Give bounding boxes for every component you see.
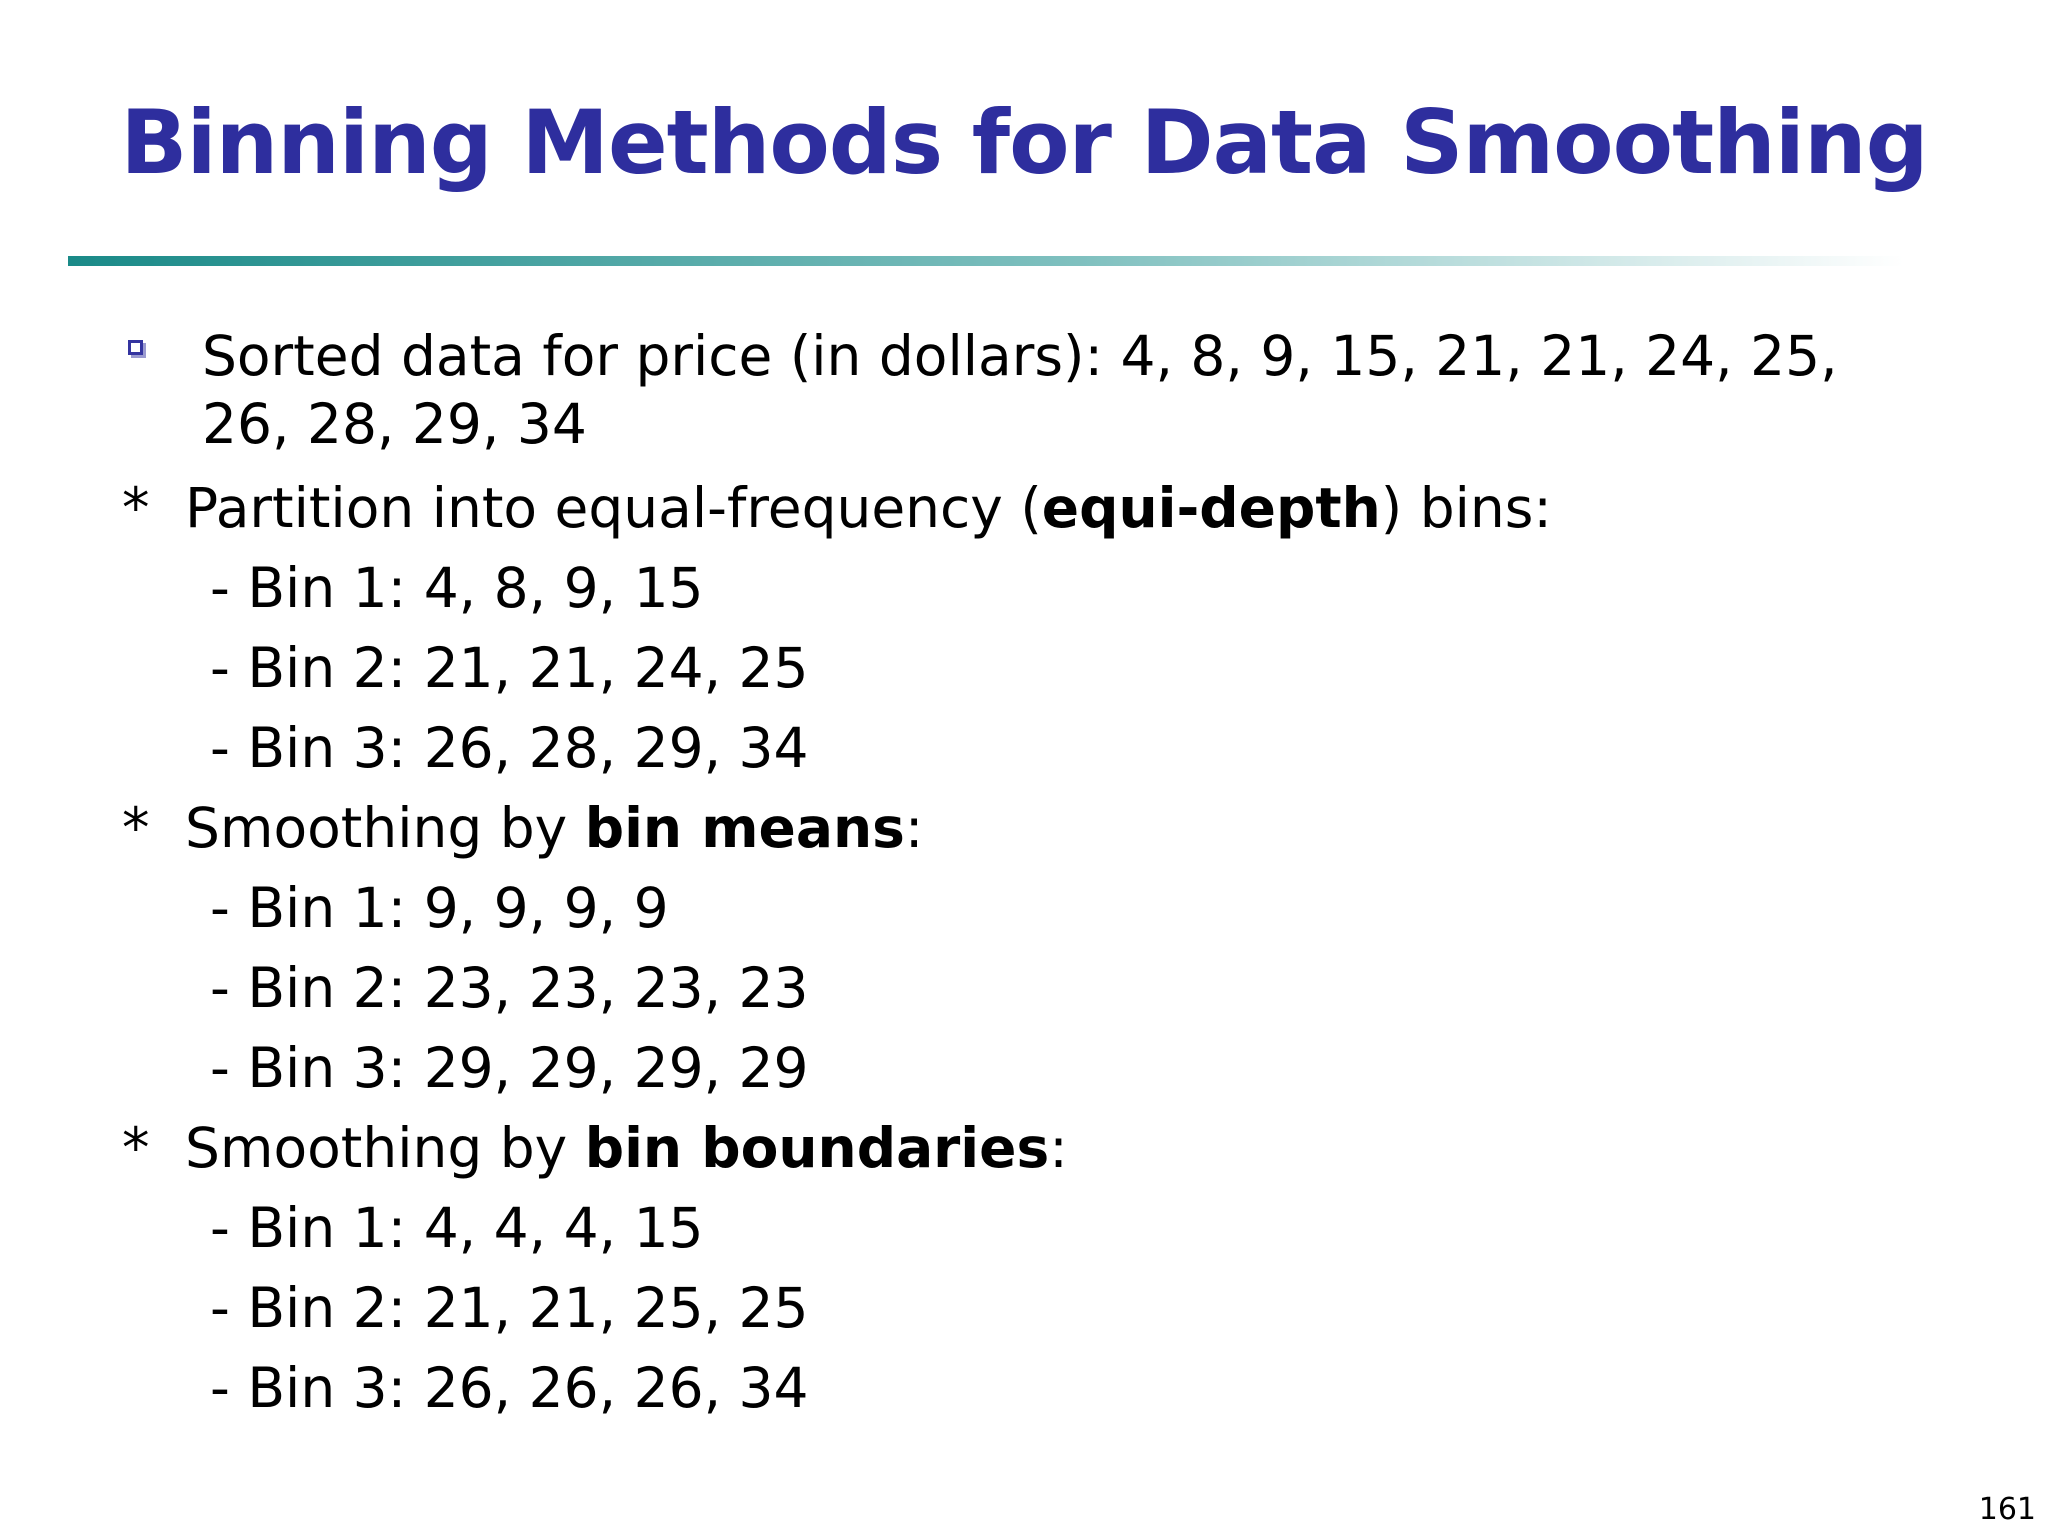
list-item: - Bin 3: 26, 28, 29, 34 — [210, 716, 809, 780]
section-heading-bin-means: Smoothing by bin means: — [185, 796, 924, 860]
list-item: - Bin 3: 29, 29, 29, 29 — [210, 1036, 809, 1100]
list-item: - Bin 2: 21, 21, 25, 25 — [210, 1276, 809, 1340]
sorted-data-bullet: Sorted data for price (in dollars): 4, 8, 9, 15, 21, 21, 24, 25, 26, 28, 29, 34 — [202, 324, 1838, 456]
page-number: 161 — [1978, 1492, 2036, 1527]
square-bullet-icon — [128, 340, 143, 355]
slide-title: Binning Methods for Data Smoothing — [120, 91, 1928, 194]
list-item: - Bin 2: 23, 23, 23, 23 — [210, 956, 809, 1020]
list-item: - Bin 3: 26, 26, 26, 34 — [210, 1356, 809, 1420]
section-marker: * — [122, 1116, 150, 1180]
section-marker: * — [122, 476, 150, 540]
list-item: - Bin 1: 4, 4, 4, 15 — [210, 1196, 704, 1260]
section-heading-bin-boundaries: Smoothing by bin boundaries: — [185, 1116, 1068, 1180]
list-item: - Bin 1: 9, 9, 9, 9 — [210, 876, 669, 940]
section-marker: * — [122, 796, 150, 860]
list-item: - Bin 2: 21, 21, 24, 25 — [210, 636, 809, 700]
list-item: - Bin 1: 4, 8, 9, 15 — [210, 556, 704, 620]
title-divider-rule — [68, 256, 1904, 266]
section-heading-equi-depth: Partition into equal-frequency (equi-depth) bins: — [185, 476, 1552, 540]
